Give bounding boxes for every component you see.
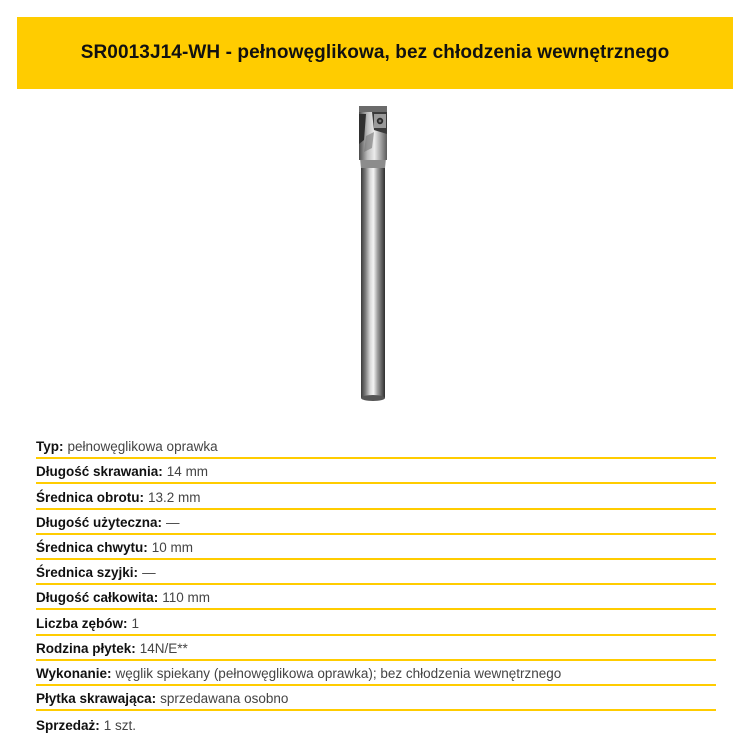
spec-value: 14N/E** [139,640,188,656]
spec-value: 1 szt. [103,718,137,734]
spec-label: Długość skrawania: [36,464,163,480]
spec-value: 1 [131,615,140,631]
spec-label: Długość całkowita: [36,590,159,606]
spec-row-cutting-diameter [36,484,716,509]
spec-row-insert-family [36,636,716,661]
spec-row-neck-diameter [36,560,716,585]
spec-value: 10 mm [151,539,194,555]
spec-label: Wykonanie: [36,665,112,681]
spec-row-sale-unit [36,711,716,736]
spec-label: Sprzedaż: [36,718,100,734]
spec-value: 110 mm [162,590,211,606]
spec-label: Rodzina płytek: [36,640,136,656]
spec-row-overall-length [36,585,716,610]
spec-row-cutting-insert [36,686,716,711]
page-title: SR0013J14-WH - pełnowęglikowa, bez chłodzenia wewnętrznego [80,42,670,63]
spec-label: Typ: [36,439,64,455]
spec-row-cutting-length [36,459,716,484]
end-mill-tool-holder-image [344,100,404,404]
spec-row-shank-diameter [36,535,716,560]
spec-value: sprzedawana osobno [160,691,289,707]
spec-row-number-of-teeth [36,610,716,635]
spec-label: Liczba zębów: [36,615,128,631]
spec-row-material [36,661,716,686]
spec-value: 14 mm [166,464,209,480]
spec-row-usable-length [36,510,716,535]
spec-label: Płytka skrawająca: [36,691,157,707]
spec-label: Długość użyteczna: [36,514,163,530]
title-banner [17,17,733,89]
specification-list [36,434,716,736]
spec-value: węglik spiekany (pełnowęglikowa oprawka); bez chłodzenia wewnętrznego [115,665,562,681]
spec-value: 13.2 mm [148,489,201,505]
spec-label: Średnica chwytu: [36,539,148,555]
spec-value: — [166,514,180,530]
spec-value: — [142,565,156,581]
spec-label: Średnica szyjki: [36,565,139,581]
spec-label: Średnica obrotu: [36,489,145,505]
spec-value: pełnowęglikowa oprawka [67,439,218,455]
spec-row-type [36,434,716,459]
